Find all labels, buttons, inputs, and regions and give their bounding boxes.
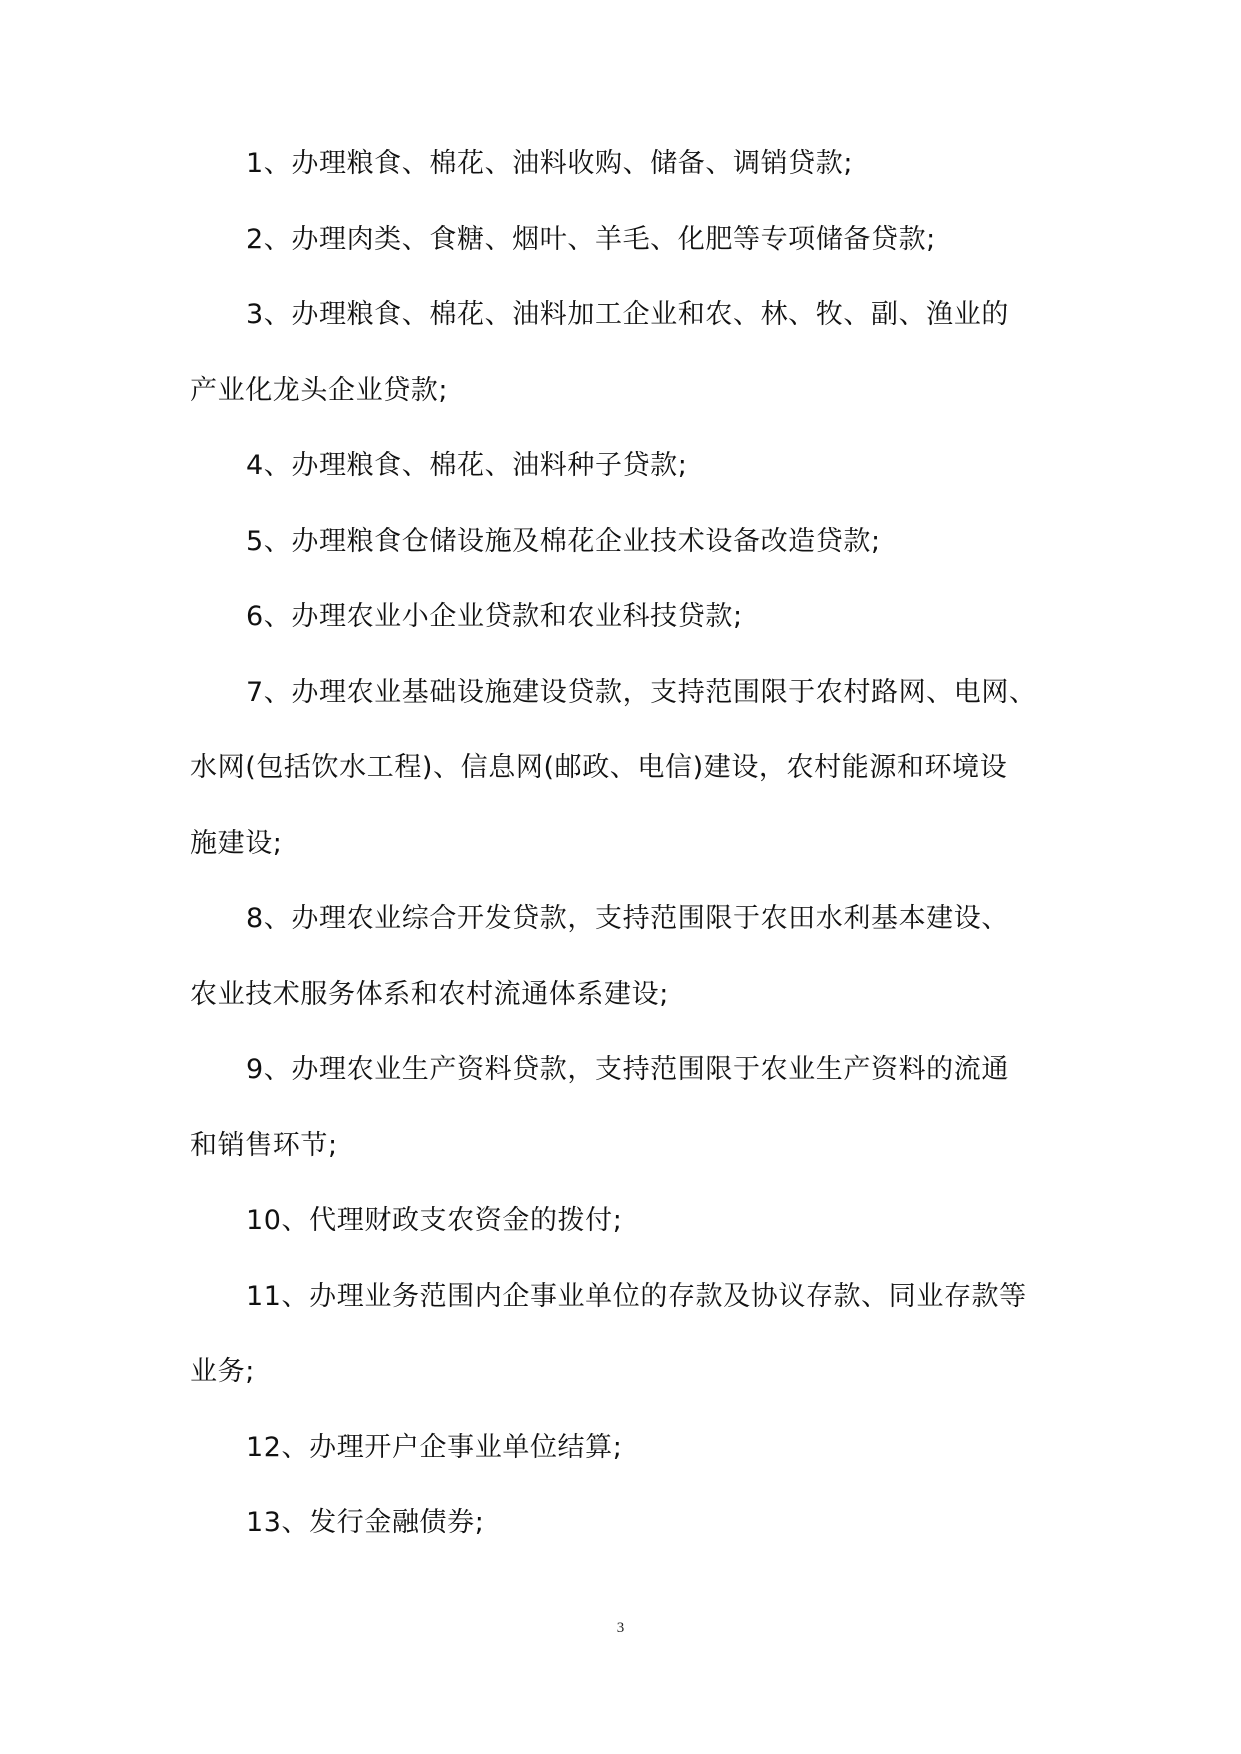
- text-line: 2、办理肉类、食糖、烟叶、羊毛、化肥等专项储备贷款;: [246, 223, 936, 255]
- text-line: 12、办理开户企事业单位结算;: [246, 1431, 623, 1463]
- text-line: 产业化龙头企业贷款;: [190, 374, 449, 406]
- text-line: 业务;: [190, 1356, 255, 1387]
- text-line: 9、办理农业生产资料贷款，支持范围限于农业生产资料的流通: [246, 1054, 1009, 1085]
- text-line: 7、办理农业基础设施建设贷款，支持范围限于农村路网、电网、: [246, 676, 1037, 708]
- page-number: 3: [616, 1620, 625, 1636]
- text-line: 和销售环节;: [190, 1129, 338, 1161]
- document-body: [190, 146, 1050, 1581]
- text-line: 4、办理粮食、棉花、油料种子贷款;: [246, 450, 688, 481]
- text-line: 3、办理粮食、棉花、油料加工企业和农、林、牧、副、渔业的: [246, 299, 1009, 330]
- text-line: 水网(包括饮水工程)、信息网(邮政、电信)建设，农村能源和环境设: [190, 752, 1008, 783]
- text-line: 农业技术服务体系和农村流通体系建设;: [190, 978, 669, 1010]
- text-line: 5、办理粮食仓储设施及棉花企业技术设备改造贷款;: [246, 525, 881, 557]
- text-line: 8、办理农业综合开发贷款，支持范围限于农田水利基本建设、: [246, 903, 1009, 934]
- text-line: 10、代理财政支农资金的拨付;: [246, 1205, 623, 1236]
- text-line: 施建设;: [190, 827, 283, 859]
- text-line: 13、发行金融债券;: [246, 1507, 485, 1538]
- text-line: 6、办理农业小企业贷款和农业科技贷款;: [246, 601, 743, 632]
- text-line: 1、办理粮食、棉花、油料收购、储备、调销贷款;: [246, 148, 854, 179]
- text-line: 11、办理业务范围内企事业单位的存款及协议存款、同业存款等: [246, 1280, 1027, 1312]
